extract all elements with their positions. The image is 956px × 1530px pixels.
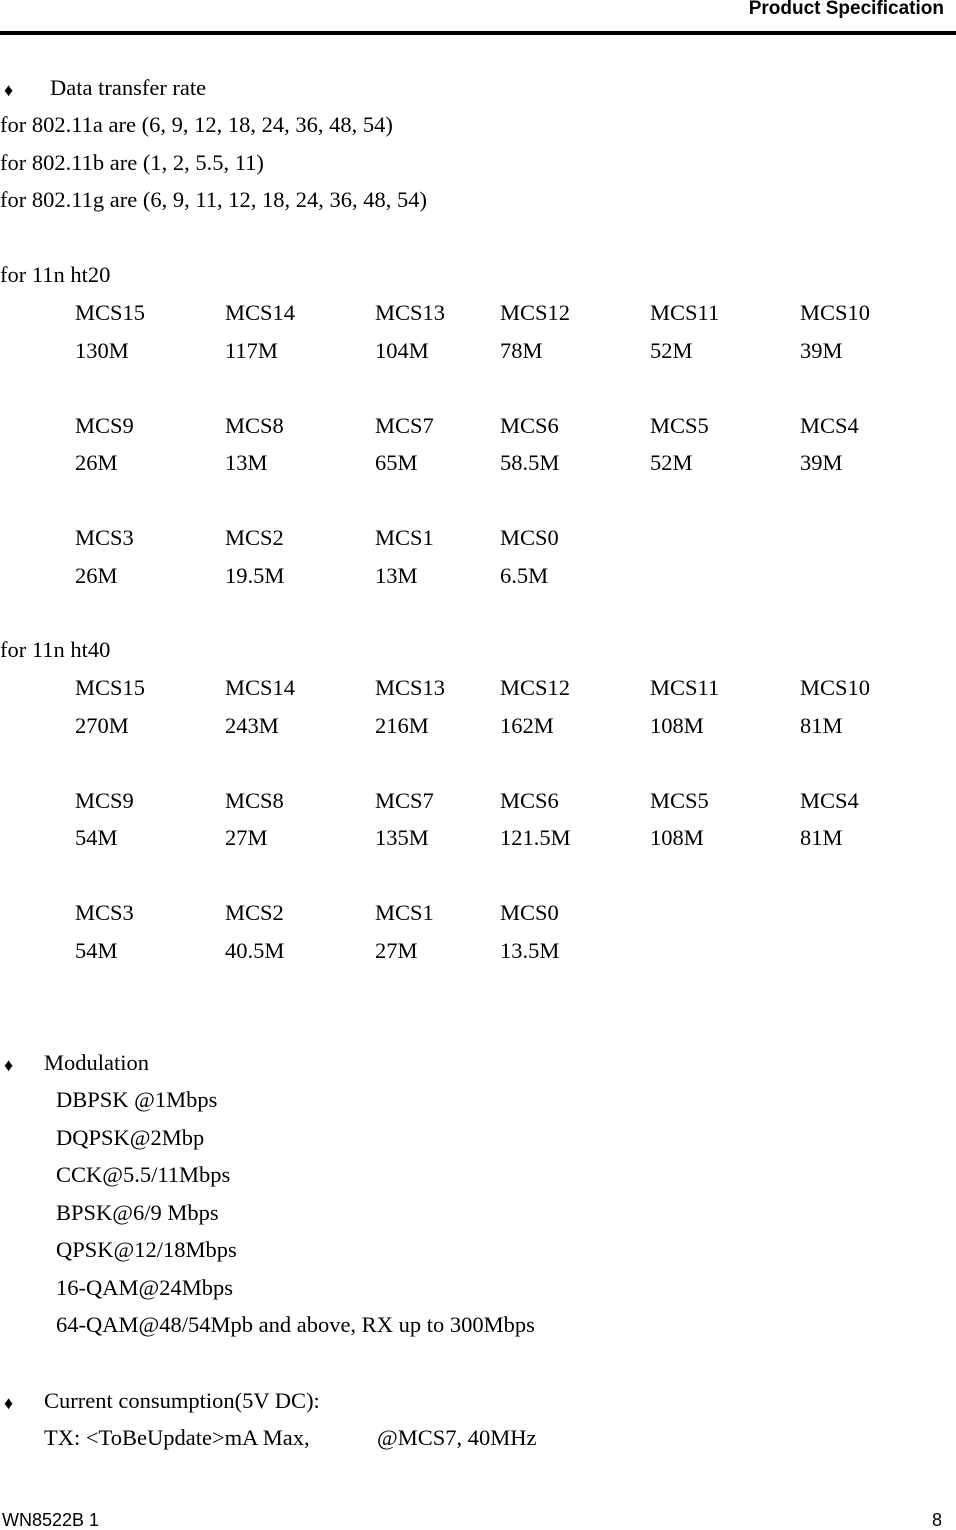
mcs-rate-cell: 13M: [225, 450, 268, 475]
mcs-rate-cell: 54M: [75, 825, 118, 850]
mcs-index-cell: MCS8: [225, 787, 284, 813]
mcs-rate-cell: 270M: [75, 712, 129, 738]
mcs-index-cell: MCS3: [75, 900, 134, 925]
mcs-index-cell: MCS2: [225, 525, 284, 550]
mcs-rate-cell: 135M: [375, 825, 429, 850]
diamond-bullet-icon: ♦: [4, 1055, 14, 1075]
mcs-index-cell: MCS15: [75, 675, 146, 700]
mcs-index-cell: MCS12: [500, 300, 571, 325]
mcs-index-cell: MCS8: [225, 412, 284, 438]
mcs-rate-cell: 52M: [650, 450, 693, 475]
mcs-rate-cell: 27M: [375, 937, 418, 963]
mcs-index-cell: MCS10: [800, 300, 871, 325]
mcs-rate-cell: 58.5M: [500, 450, 560, 475]
mcs-rate-cell: 39M: [800, 450, 843, 475]
tx-current-condition: @MCS7, 40MHz: [377, 1425, 537, 1450]
modulation-item: 64-QAM@48/54Mpb and above, RX up to 300Mbps: [56, 1312, 535, 1337]
mcs-rate-cell: 104M: [375, 337, 429, 363]
mcs-rate-cell: 108M: [650, 712, 704, 738]
mcs-rate-cell: 121.5M: [500, 825, 571, 850]
mcs-index-cell: MCS11: [650, 300, 720, 325]
mcs-index-cell: MCS7: [375, 787, 434, 813]
mcs-rate-cell: 13M: [375, 562, 418, 588]
mcs-index-cell: MCS6: [500, 412, 559, 438]
current-heading: Current consumption(5V DC):: [44, 1388, 320, 1413]
modulation-item: DBPSK @1Mbps: [56, 1087, 218, 1112]
mcs-index-cell: MCS9: [75, 412, 134, 438]
mcs-rate-cell: 81M: [800, 825, 843, 850]
mcs-index-cell: MCS1: [375, 900, 434, 925]
mcs-rate-cell: 19.5M: [225, 562, 285, 588]
data-rate-line: for 802.11b are (1, 2, 5.5, 11): [0, 150, 264, 175]
mcs-rate-cell: 26M: [75, 450, 118, 475]
mcs-index-cell: MCS0: [500, 525, 559, 550]
mcs-rate-cell: 117M: [225, 337, 278, 363]
mcs-index-cell: MCS14: [225, 675, 296, 700]
mcs-index-cell: MCS15: [75, 300, 146, 325]
modulation-item: QPSK@12/18Mbps: [56, 1237, 237, 1262]
footer-page-number: 8: [931, 1510, 942, 1530]
mcs-rate-cell: 108M: [650, 825, 704, 850]
mcs-rate-cell: 78M: [500, 337, 543, 363]
modulation-heading: Modulation: [44, 1050, 149, 1075]
mcs-rate-cell: 81M: [800, 712, 843, 738]
modulation-item: 16-QAM@24Mbps: [56, 1275, 233, 1300]
mcs-index-cell: MCS1: [375, 525, 434, 550]
mcs-index-cell: MCS9: [75, 787, 134, 813]
mcs-index-cell: MCS13: [375, 300, 446, 325]
modulation-item: CCK@5.5/11Mbps: [56, 1162, 231, 1187]
mcs-rate-cell: 65M: [375, 450, 418, 475]
mcs-index-cell: MCS3: [75, 525, 134, 550]
diamond-bullet-icon: ♦: [4, 1393, 14, 1413]
mcs-index-cell: MCS5: [650, 412, 709, 438]
data-rate-line: for 802.11a are (6, 9, 12, 18, 24, 36, 48, 54): [0, 112, 393, 137]
mcs-rate-cell: 243M: [225, 712, 279, 738]
data-rate-line: for 802.11g are (6, 9, 11, 12, 18, 24, 36, 48, 54): [0, 187, 428, 212]
mcs-index-cell: MCS10: [800, 675, 871, 700]
data-rate-heading: Data transfer rate: [50, 75, 207, 100]
mcs-index-cell: MCS4: [800, 787, 859, 813]
mcs-rate-cell: 39M: [800, 337, 843, 363]
mcs-index-cell: MCS2: [225, 900, 284, 925]
mcs-rate-cell: 216M: [375, 712, 429, 738]
mcs-index-cell: MCS4: [800, 412, 859, 438]
page-header-title: Product Specification: [748, 0, 944, 19]
ht20-label: for 11n ht20: [0, 262, 111, 287]
mcs-rate-cell: 13.5M: [500, 937, 560, 963]
modulation-item: BPSK@6/9 Mbps: [56, 1200, 219, 1225]
mcs-rate-cell: 26M: [75, 562, 118, 588]
mcs-index-cell: MCS7: [375, 412, 434, 438]
ht40-label: for 11n ht40: [0, 637, 111, 662]
footer-model: WN8522B 1: [2, 1510, 100, 1530]
mcs-rate-cell: 27M: [225, 825, 268, 850]
mcs-rate-cell: 52M: [650, 337, 693, 363]
header-rule: [0, 31, 956, 35]
mcs-rate-cell: 6.5M: [500, 562, 549, 588]
mcs-index-cell: MCS13: [375, 675, 446, 700]
mcs-index-cell: MCS0: [500, 900, 559, 925]
mcs-rate-cell: 40.5M: [225, 937, 285, 963]
mcs-index-cell: MCS5: [650, 787, 709, 813]
mcs-index-cell: MCS6: [500, 787, 559, 813]
mcs-index-cell: MCS11: [650, 675, 720, 700]
mcs-rate-cell: 54M: [75, 937, 118, 963]
modulation-item: DQPSK@2Mbp: [56, 1125, 205, 1150]
tx-current-value: TX: <ToBeUpdate>mA Max,: [44, 1425, 310, 1450]
mcs-rate-cell: 162M: [500, 712, 554, 738]
diamond-bullet-icon: ♦: [4, 80, 14, 100]
mcs-index-cell: MCS14: [225, 300, 296, 325]
mcs-index-cell: MCS12: [500, 675, 571, 700]
mcs-rate-cell: 130M: [75, 337, 129, 363]
